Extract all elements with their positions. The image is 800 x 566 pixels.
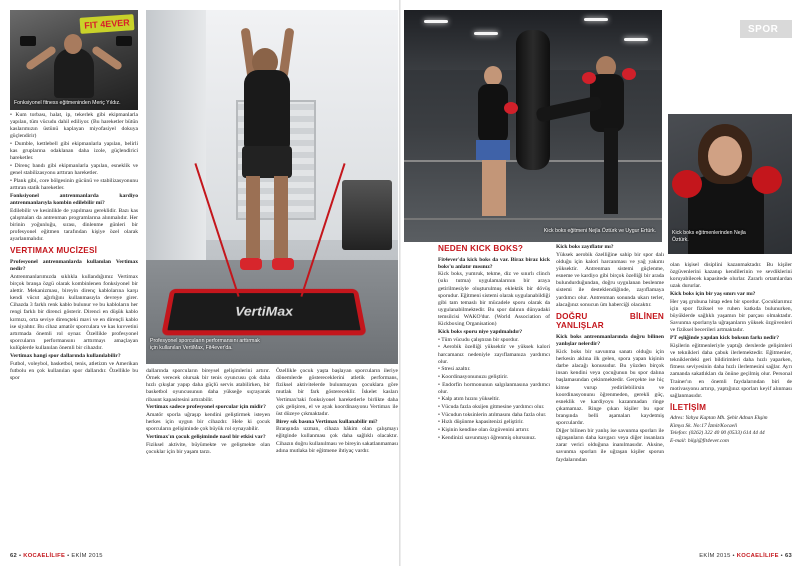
photo-caption: Kick boks eğitmeni Nejla Öztürk ve Uygur Ertürk. [543, 228, 656, 234]
folio-separator: • [780, 553, 784, 559]
photo-fitness-trainer [10, 10, 138, 110]
folio-separator: • [732, 553, 735, 559]
bullet-item: • Aerobik özelliği yüksektir ve yüksek kalori harcamanız nedeniyle zayıflamanıza yardımcı olur. [438, 344, 550, 365]
article-column-5 [556, 244, 664, 464]
issue-date: EKİM 2015 [699, 553, 731, 559]
bullet-item: • Vücudun toksinlerin atılmasını daha fazla olur. [438, 411, 547, 418]
bullet-item: • Kendinizi savunmayı öğrenmiş olursunuz. [438, 434, 537, 441]
boxer-woman-shorts [476, 140, 510, 160]
answer: Antrenmanlarımızda sıklıkla kullandığımız Vertimax birçok branşa özgü olarak kombinlenen fonksiyonel bir alettir. Mekanizması, bireyin direnç kablolarına karşı kendi vücut ağırlığını kullanmasıyla devreye girer. Cihazda 3 farklı renk kablo bulunur ve bu kabloların her rengi farklı bir direnci gösterir. Direnci en düşük kablo kırmızı, orta seviye dirençteki mavi ve en dirençli kablo ise siyahtır. Bu cihaz amatör sporculara ve kas kuvvetini artırmada önemli rol oynar. Özellikle profesyonel sporcuların performansını arttırmayı amaçlayan kulüplerde kullanılan önemli bir cihazdır. [10, 273, 138, 352]
answer: Kick boks bir savunma sanatı olduğu için herkesin aklına ilk gelen, spora yapan kişinin darbe alacağı konusudur. Bu yüzden birçok insan kendini veya çocuğunun bu spor dalına başlamasından çekinmektedir. Gerçekte ise hiç kimse vurup yedirilebilirsin ve koordinasyonunu öğrenmeden, gerekli güç, esneklik ve kardiyoyu kazanmadan ringe çıkamamaz. Ringe çıkan kişiler bu spor branşında belli aşamaları kaydetmiş sporculardır. [556, 348, 664, 427]
trainer-arm-left [25, 45, 57, 71]
ceiling-light [424, 20, 448, 23]
dumbbell-right [116, 36, 132, 46]
article-column-3 [276, 368, 398, 455]
athlete-shoe-right [272, 258, 294, 270]
boxing-glove [582, 72, 596, 84]
vertimax-platform [161, 289, 367, 335]
contact-line: Adres: Yahya Kaptan Mh. Şehit Adnan Ekşim [670, 415, 768, 422]
dumbbell-left [20, 36, 36, 46]
gym-sign [80, 14, 135, 34]
ceiling-light [584, 18, 608, 21]
photo-caption: Fonksiyonel fitness eğitmeninden Meriç Yıldız. [14, 100, 121, 106]
folio-separator: • [67, 553, 70, 559]
article-column-6 [670, 262, 792, 445]
gym-window [146, 10, 206, 270]
folio-left [10, 553, 103, 559]
answer: olan kişisel disiplini kazanmaktadır. Bu kişiler özgüvenlerini kazanıp kendilerinin ve sevdiklerini koruyabilecek kapasitede olurlar. Zararlı ortamlardan uzak dururlar. [670, 262, 792, 290]
vertimax-logo: VertiMax [234, 303, 294, 319]
question: PT eşliğinde yapılan kick boksun farkı nedir? [670, 335, 780, 342]
question: Kick boks antrenmanlarında doğru bilinen yanlışlar nelerdir? [556, 333, 664, 348]
answer: Futbol, voleybol, basketbol, tenis, atletizm ve Amerikan futbolu en çok kullanılan spor dallarıdır. Özellikle bu spor [10, 360, 138, 381]
answer: Kick boks, yumruk, tekme, diz ve sınırlı clinch (sıkı tutma) uygulamalarının bir araya getirilmesiyle oluşturulmuş eklektik bir dövüş sporudur. Eğitmeni sistemi olarak uygulanabildiği gibi tam temaslı bir mücadele sporu olarak da uygulanabilmektedir. Bu spor dalının dünyadaki temsilcisi WAKO'dur. (World Association of Kickboxing Organisation) [438, 271, 551, 328]
question: Vertimax hangi spor dallarında kullanılabilir? [10, 352, 121, 359]
bullet-item: • Plank gibi, core bölgesinin gücünü ve stabilizasyonunu arttıran statik hareketler. [10, 177, 138, 192]
answer: Edilebilir ve kesinlikle de yapılması gereklidir. Bazı kas çalışmaları da antrenman programlarına alınmalıdır. Her birinin yoğunluğu, sırası, dinlenme günleri bir profesyonel eğitmen tarafından kişiye özel olarak ayarlanmalıdır. [10, 207, 138, 243]
boxing-glove [622, 68, 636, 80]
answer: Yüksek aerobik özelliğine sahip bir spor dalı olduğu için kalori harcanması ve yağ yakımı yüksektir. Antrenman sistemi güçlenme, esneme ve kardiyo gibi birçok özelliği bir arada bulundurduğundan, doğru uygulanan beslenme sistemi ile desteklendiğinde, zayıflamaya yardımcı olur. Antrenman sonunda ukarı terler, alacağınız sonucun üm haberciği olacaktır. [556, 251, 664, 308]
question: Kick boks sporu niye yapılmalıdır? [438, 329, 523, 336]
answer: Fiziksel aktivite, büyümekte ve gelişmekte olan çocuklar için bir yaşam tarzı. [146, 441, 270, 455]
page-gutter [399, 0, 401, 566]
ceiling-light [474, 32, 498, 35]
article-column-4 [438, 244, 550, 442]
question: Kick boks için bir yaş sınırı var mı? [670, 291, 756, 298]
question: Fit4ever'da kick boks da var. Biraz biraz kick boks'u anlatır mısınız? [438, 256, 550, 270]
section-label: SPOR [748, 24, 779, 35]
contact-line: Telefon: (0262) 322 40 00 (0533) 614 44 44 [670, 430, 765, 437]
boxer-woman-legs [482, 160, 506, 216]
boxer-woman [478, 84, 508, 144]
bullet-item: • Direnç bandı gibi ekipmanlarla yapılan, esneklik ve genel stabilizasyonu arttıran hareketler. [10, 163, 138, 177]
folio-separator: • [18, 553, 22, 559]
contact-line: E-mail: bilgi@fit4ever.com [670, 437, 729, 444]
contact-block [670, 415, 792, 444]
bullet-item: • Dumble, kettlebell gibi ekipmanlarla yapılan, belirli kas gruplarına odaklanan daha izole, güçlendirici hareketler. [10, 141, 138, 162]
punching-bag [516, 30, 550, 170]
answer: Kişilerin eğitmenleriyle yaptığı derslerde gelişimleri ve teknikleri daha çabuk ilerlemektedir. Eğitmenler, tekniklerdeki geri bildirimleri daha hızlı yaparken, fitness seviyesinin daha hızlı ilerlemesini sağlar. Ayrı zamanda sakatlıkları da önüne geçilmiş olur. Personal Trainer'ın en önemli faydalarından biri de motivasyonu artırıp, yaptığınız sporları keyif alınması sağlanmasıdır. [670, 342, 792, 399]
photo-kickboxing [404, 10, 662, 242]
bullet-item: • Koordinasyonunuzu geliştirir. [438, 374, 509, 380]
answer: Amatör sporla uğraşıp kendini geliştirmek isteyen herkes için uygun bir cihazdır. Hele ki çocuk sporcuların gelişiminde çok büyük rol oynayabilir. [146, 411, 270, 433]
ceiling-light [624, 38, 648, 41]
trainer-arm-right [91, 45, 123, 71]
question: Kick boks zayıflatır mı? [556, 244, 614, 250]
question: Birey sık basına Vertimax kullanabilir mi? [276, 418, 378, 425]
gym-sign-text: FIT 4EVER [83, 17, 131, 31]
magazine-brand: KOCAELİLIFE [23, 553, 66, 559]
contact-line: Kimya Sk. No:17 İzmit/Kocaeli [670, 422, 738, 429]
question: Vertimax'ın çocuk gelişiminde nasıl bir etkisi var? [146, 433, 266, 440]
bullet-item: • Hızlı düşünme kapasitenizi geliştirir. [438, 419, 524, 426]
boxing-glove [504, 102, 518, 114]
bullet-item: • Kalp atım hızını yükseltir. [438, 396, 500, 403]
trainer-figure [54, 48, 94, 98]
photo-kickbox-trainer [668, 114, 792, 254]
boxer-woman-head [484, 66, 502, 86]
magazine-brand: KOCAELİLIFE [736, 553, 779, 559]
photo-vertimax [146, 10, 398, 364]
photo-caption: Profesyonel sporcuların performansını arttırmak için kullanılan VertiMax, Fit4ever'da. [150, 338, 260, 351]
answer: dallarında sporcuların bireysel gelişimlerini artırır. Örnek verecek olursak bir tenis oyuncusu çok daha hızlı çıkışlar yapıp daha güçlü servis atabilirken, bir basketbol oyuncusunun daha yükseğe sıçrayarak ribaunt kapasitesini artırabilir. [146, 368, 270, 403]
boxer-man-standing-leg [604, 128, 618, 214]
bullet-item: • Stresi azaltır. [438, 366, 471, 373]
boxing-glove-right [752, 166, 782, 194]
bullet-item: • Tüm vücudu çalıştıran bir spordur. [438, 336, 519, 343]
athlete-leg-right [274, 176, 288, 258]
answer: Her yaş grubuna hitap eden bir spordur. Çocuklarımız için spor fiziksel ve ruhen katkıda bulunurken, büyüklerde sağlıklı yaşamın bir parçası olmaktadır. Savunma sporlarıyla uğraşanların yüksek özgüvenleri ve fiziksel becerileri artmaktadır. [670, 298, 792, 334]
answer: Özellikle çocuk yaşta başlayan sporcuların ileriye dönemlerde göstereceklerini atletik performans, fiziksel aktivitelerde bulunmayan çocuklara göre mutlak bir fark göstereceklir. İskelet kasları Vertimax'taki fonksiyonel hareketlerle birlikte daha çok gelişiren, el ve ayak koordinasyonu Vertimax ile üst düzeye çıkmaktadır. [276, 368, 398, 417]
photo-caption: Kick boks eğitmenlerinden Nejla Öztürk. [672, 230, 746, 243]
page-number: 62 [10, 553, 18, 559]
folio-right [699, 553, 792, 559]
article-column-2 [146, 368, 270, 456]
bullet-item: • Kum torbası, halat, ip, tekerlek gibi ekipmanlarla yapılan, tüm vücudu dahil ediliyor. (Bu hareketler bütün kaslarımızın üstünü kaplayan miyofasiyel dokuya güçlendirir) [10, 112, 138, 140]
trainer-head [64, 34, 82, 54]
section-heading: NEDEN KICK BOKS? [438, 244, 524, 253]
boxing-glove-left [672, 170, 702, 198]
question: Fonksiyonel antrenmanlarda kardiyo antrenmanlarıyla kombin edilebilir mi? [10, 192, 138, 206]
athlete-leg-left [246, 176, 260, 258]
athlete-torso [244, 70, 290, 150]
bullet-item: • Endorfin hormonunun salgılanmasına yardımcı olur. [438, 381, 550, 395]
article-column-1 [10, 112, 138, 382]
question: Vertimax sadece profesyonel sporcular için midir? [146, 404, 266, 411]
section-heading: VERTIMAX MUCİZESİ [10, 246, 98, 256]
issue-date: EKİM 2015 [71, 553, 103, 559]
trainer-face [708, 136, 742, 176]
athlete-shorts [242, 146, 292, 178]
weight-machine [342, 180, 392, 250]
answer: Diğer bilinen bir yanlış ise savunma sporları ile uğraşanların daha kavgacı veya diğer insanlara zarar verici olduğuna inanılmasıdır. Aksine, savunma sporları ile uğraşan kişiler sporun faydalarından [556, 427, 664, 463]
question: Profesyonel antrenmanlarda kullanılan Vertimax nedir? [10, 258, 138, 272]
answer: Branşında uzman, cihaza hâkim olan çalışmayı eğitginde kullanması çok daha sağlıklı olacaktır. Cihazın doğru kullanılması ve bireyin sakatlanmaması adına mutlaka bir eğitmene ihtiyaç vardır. [276, 426, 398, 454]
bullet-item: • Kişinin kendine olan özgüvenini artırır. [438, 427, 530, 434]
athlete-shoe-left [240, 258, 262, 270]
contact-heading: İLETİŞİM [670, 402, 707, 412]
page-number: 63 [784, 553, 792, 559]
section-heading: DOĞRU BİLİNEN YANLIŞLAR [556, 311, 664, 331]
bullet-item: • Vücuda fazla oksijen gitmesine yardımcı olur. [438, 404, 545, 411]
